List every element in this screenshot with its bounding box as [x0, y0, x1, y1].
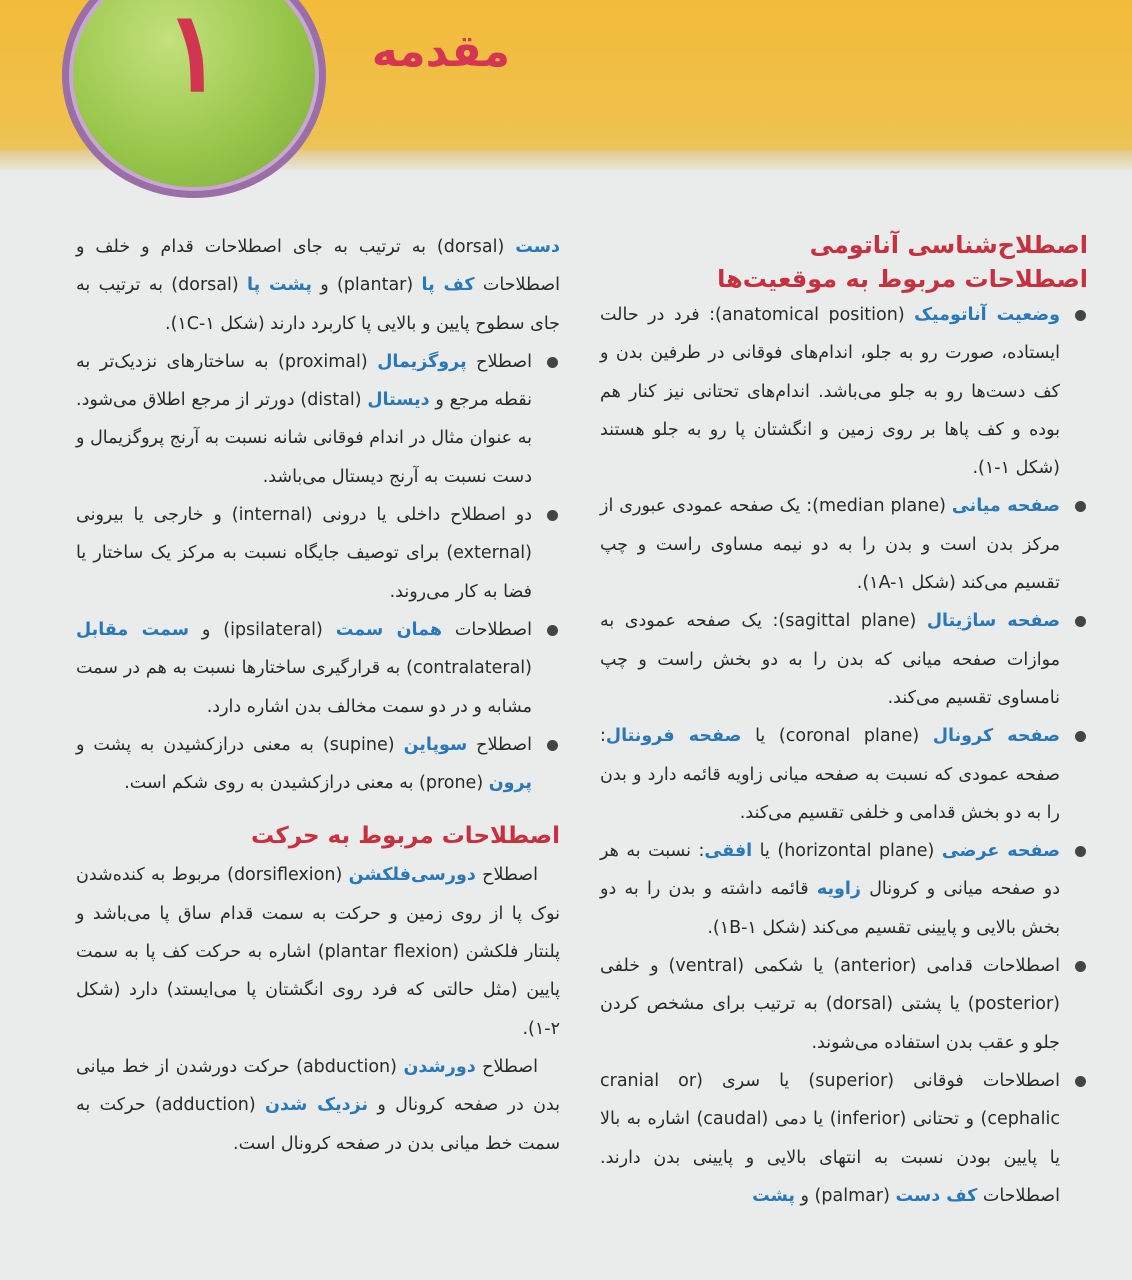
paragraph-text: (dorsal) به ترتیب به جای سطوح پایین و بالایی پا کاربرد دارند (شکل ۱C-۱).	[76, 275, 560, 334]
list-item-text: (distal) دورتر از مرجع اطلاق می‌شود. به عنوان مثال در اندام فوقانی شانه نسبت به آرنج پروگزیمال و دست نسبت به آرنج دیستال می‌باشد.	[76, 390, 532, 487]
list-item-text: (proximal) به ساختارهای نزدیک‌تر به نقطه مرجع و	[76, 351, 533, 411]
list-item-anterior-posterior	[600, 947, 1088, 1062]
term-supine: سوپاین	[403, 734, 468, 755]
paragraph-text: (adduction) حرکت به سمت خط میانی بدن در صفحه کرونال است.	[76, 1095, 560, 1154]
chapter-title: مقدمه	[371, 26, 510, 77]
list-item-ipsilateral-contralateral	[76, 611, 560, 726]
list-item-text: اصطلاح	[466, 351, 532, 372]
list-item-coronal-plane	[600, 717, 1088, 832]
list-item-internal-external	[76, 496, 560, 611]
term-sagittal-plane: صفحه ساژیتال	[926, 611, 1060, 632]
list-item-text: اصطلاحات قدامی (anterior) یا شکمی (ventral) و خلفی (posterior) یا پشتی (dorsal) به ترتیب برای مشخص کردن جلو و عقب بدن استفاده می‌شوند.	[600, 956, 1060, 1053]
list-item-text: : صفحه عمودی که نسبت به صفحه میانی زاویه قائمه دارد و بدن را به دو بخش قدامی و خلفی تقسیم می‌کند.	[600, 726, 1060, 823]
term-prone: پرون	[488, 773, 532, 794]
term-frontal-plane: صفحه فرونتال	[605, 726, 742, 747]
term-palm: کف دست	[895, 1185, 978, 1206]
list-item-supine-prone	[76, 726, 560, 803]
list-item-anatomical-position	[600, 296, 1088, 487]
paragraph-dorsiflexion	[76, 856, 560, 1047]
list-item-proximal-distal	[76, 343, 560, 496]
list-item-superior-inferior	[600, 1062, 1088, 1215]
list-item-text: قائمه داشته و بدن را به دو بخش بالایی و پایینی تقسیم می‌کند (شکل ۱B-۱).	[600, 879, 1060, 938]
list-item-text: (median plane): یک صفحه عمودی عبوری از مرکز بدن است و بدن را به دو نیمه مساوی راست و چپ تقسیم می‌کند (شکل ۱A-۱).	[600, 496, 1060, 594]
section-heading-movement-terms: اصطلاحات مربوط به حرکت	[250, 823, 560, 850]
list-item-text: دو اصطلاح داخلی یا درونی (internal) و خارجی یا بیرونی (external) برای توصیف جایگاه نسبت به مرکز یک ساختار یا فضا به کار می‌روند.	[76, 505, 532, 602]
list-item-text: (sagittal plane): یک صفحه عمودی به موازات صفحه میانی که بدن را به دو بخش راست و چپ نامساوی تقسیم می‌کند.	[600, 611, 1060, 708]
paragraph-text: اصطلاح	[475, 1056, 538, 1077]
list-item-text: (ipsilateral) و	[189, 619, 336, 640]
list-item-text: (contralateral) به قرارگیری ساختارها نسبت به هم در سمت مشابه و در دو سمت مخالف بدن اشاره دارد.	[76, 658, 532, 717]
term-angle: زاویه	[816, 879, 861, 900]
term-abduction: دورشدن	[403, 1056, 476, 1077]
term-hand: دست	[515, 237, 560, 257]
paragraph-text: (dorsal) به ترتیب به جای اصطلاحات قدام و خلف و اصطلاحات	[76, 237, 560, 296]
list-item-text: اصطلاحات	[441, 619, 532, 640]
list-item-horizontal-plane	[600, 832, 1088, 947]
list-item-text: (prone) به معنی درازکشیدن به روی شکم است.	[124, 773, 489, 794]
list-item-text: : نسبت به هر دو صفحه میانی و کرونال	[600, 841, 1060, 900]
paragraph-text: (plantar) و	[311, 275, 422, 296]
chapter-number: ۱	[164, 0, 224, 116]
list-item-text: (horizontal plane) یا	[752, 841, 942, 862]
list-item-median-plane	[600, 487, 1088, 602]
term-ipsilateral: همان سمت	[335, 619, 442, 640]
term-dorsum-foot: پشت پا	[247, 275, 312, 296]
list-item-sagittal-plane	[600, 602, 1088, 717]
section-heading-anatomy-terminology: اصطلاح‌شناسی آناتومی	[809, 231, 1088, 259]
term-adduction: نزدیک شدن	[265, 1095, 369, 1116]
term-back: پشت	[752, 1185, 795, 1206]
term-coronal-plane: صفحه کرونال	[932, 726, 1060, 747]
paragraph-text: (abduction) حرکت دورشدن از خط میانی بدن در صفحه کرونال و	[76, 1056, 560, 1116]
list-item-text: (palmar) و	[794, 1185, 896, 1206]
term-proximal: پروگزیمال	[377, 351, 467, 372]
term-transverse-plane: صفحه عرضی	[941, 841, 1061, 862]
list-item-text: (coronal plane) یا	[741, 726, 933, 747]
section-heading-position-terms: اصطلاحات مربوط به موقعیت‌ها	[717, 265, 1088, 293]
term-anatomical-position: وضعیت آناتومیک	[914, 305, 1060, 325]
paragraph-continuation	[76, 228, 560, 343]
right-column	[600, 228, 1088, 1215]
list-item-text: (supine) به معنی درازکشیدن به پشت و	[76, 734, 404, 755]
term-distal: دیستال	[367, 390, 430, 411]
list-item-text: اصطلاحات فوقانی (superior) یا سری (cranial or cephalic) و تحتانی (inferior) یا دمی (caudal) اشاره به بالا یا پایین بودن نسبت به انتهای بالایی و پایینی بدن دارند. اصطلاحات	[600, 1070, 1060, 1206]
term-dorsiflexion: دورسی‌فلکشن	[348, 865, 476, 886]
paragraph-abduction	[76, 1048, 560, 1163]
term-contralateral: سمت مقابل	[76, 619, 190, 640]
left-column	[76, 228, 560, 1163]
paragraph-text: اصطلاح	[475, 865, 539, 886]
list-item-text: (anatomical position): فرد در حالت ایستاده، صورت رو به جلو، اندام‌های فوقانی در طرفین بدن و کف دست‌ها رو به جلو می‌باشد. اندام‌های تحتانی نیز کنار هم بوده و کف پاها بر روی زمین و انگشتان پا رو به جلو هستند (شکل ۱-۱).	[600, 305, 1060, 479]
term-median-plane: صفحه میانی	[951, 496, 1061, 517]
term-horizontal: افقی	[704, 841, 753, 862]
paragraph-text: (dorsiflexion) مربوط به کنده‌شدن نوک پا از روی زمین و حرکت به سمت قدام ساق پا می‌باشد و پلنتار فلکشن (plantar flexion) اشاره به حرکت کف پا به سمت پایین (مثل حالتی که فرد روی انگشتان پا می‌ایستد) دارد (شکل ۲-۱).	[76, 865, 560, 1039]
term-sole: کف پا	[421, 275, 475, 296]
list-item-text: اصطلاح	[467, 734, 532, 755]
